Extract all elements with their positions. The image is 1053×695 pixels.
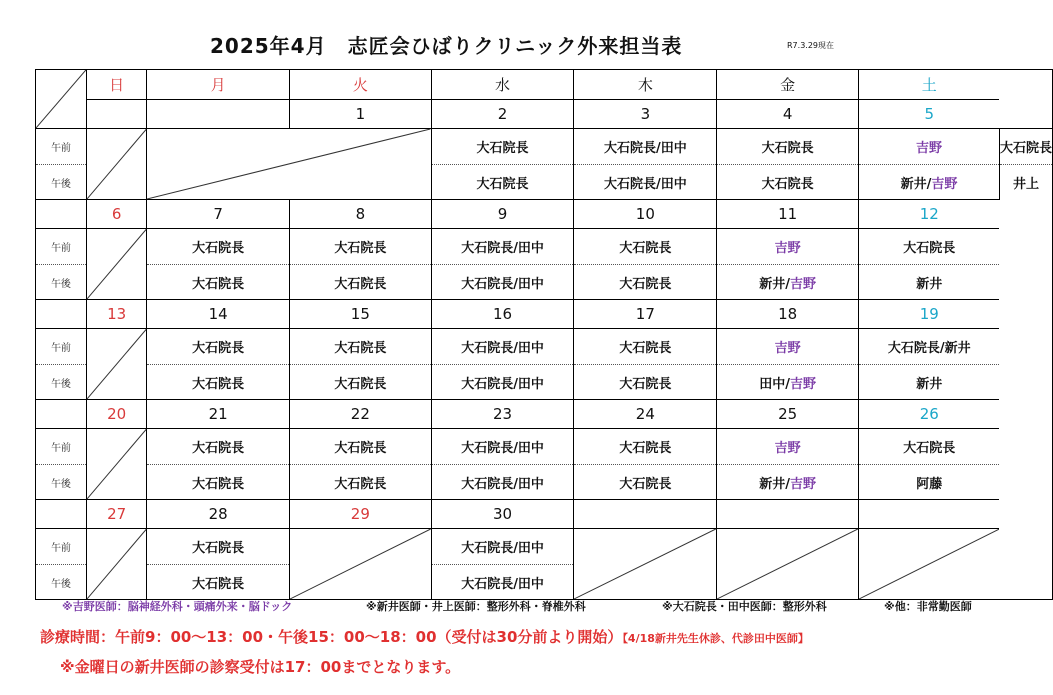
pm-doctor: 大石院長/田中 (574, 165, 717, 200)
doctor-part-yoshino: 吉野 (931, 176, 958, 192)
pm-doctor: 大石院長 (290, 265, 432, 300)
closed-sunday (86, 229, 146, 300)
pm-doctor (717, 365, 859, 400)
legend-oishi-tanaka: ※大石院長・田中医師：整形外科 (662, 600, 827, 613)
empty-day (574, 529, 717, 600)
doctor-part-yoshino: 吉野 (790, 476, 817, 492)
date-cell: 29 (290, 500, 432, 529)
pm-label: 午後 (36, 465, 87, 500)
diagonal-line (859, 529, 999, 599)
page-title: 2025年4月 志匠会ひばりクリニック外来担当表 (210, 34, 683, 58)
closed-sunday (86, 429, 146, 500)
date-cell: 8 (290, 200, 432, 229)
am-doctor: 大石院長 (717, 129, 859, 165)
week-label-cell (36, 500, 87, 529)
diagonal-line (574, 529, 716, 599)
legend-yoshino: ※吉野医師：脳神経外科・頭痛外来・脳ドック (62, 600, 293, 613)
clinic-hours (40, 626, 809, 647)
date-cell: 25 (717, 400, 859, 429)
pm-doctor: 新井 (859, 265, 1000, 300)
am-doctor: 大石院長 (431, 129, 574, 165)
week-label-cell (36, 200, 87, 229)
pm-doctor: 大石院長 (431, 165, 574, 200)
am-doctor: 大石院長 (147, 329, 290, 365)
am-doctor: 大石院長 (290, 429, 432, 465)
pm-doctor: 大石院長/田中 (431, 465, 574, 500)
date-cell: 15 (290, 300, 432, 329)
date-cell: 11 (717, 200, 859, 229)
date-cell: 7 (147, 200, 290, 229)
diagonal-line (87, 329, 146, 399)
date-cell: 30 (431, 500, 574, 529)
am-doctor: 大石院長 (147, 429, 290, 465)
am-label: 午前 (36, 129, 87, 165)
weekday-3: 水 (431, 70, 574, 100)
closed-sunday (86, 529, 146, 600)
pm-doctor: 大石院長 (574, 365, 717, 400)
pm-doctor: 大石院長/田中 (431, 265, 574, 300)
date-cell: 9 (431, 200, 574, 229)
date-cell: 5 (859, 100, 1000, 129)
pm-doctor: 大石院長 (147, 265, 290, 300)
am-doctor: 吉野 (859, 129, 1000, 165)
am-label: 午前 (36, 529, 87, 565)
date-cell (859, 500, 1000, 529)
corner-cell (36, 70, 87, 129)
am-doctor: 大石院長 (574, 329, 717, 365)
am-doctor: 大石院長/新井 (859, 329, 1000, 365)
closed-sunday (86, 129, 146, 200)
empty-day (717, 529, 859, 600)
date-cell: 6 (86, 200, 146, 229)
am-label: 午前 (36, 229, 87, 265)
doctor-part: 新井/ (759, 476, 791, 492)
am-doctor: 大石院長 (147, 229, 290, 265)
weekday-0: 日 (86, 70, 146, 100)
pm-doctor: 大石院長 (717, 165, 859, 200)
doctor-part-yoshino: 吉野 (790, 376, 817, 392)
pm-doctor (859, 165, 1000, 200)
weekday-1: 月 (147, 70, 290, 100)
legend-others: ※他：非常勤医師 (884, 600, 972, 613)
diagonal-line (147, 129, 430, 199)
am-doctor: 大石院長/田中 (574, 129, 717, 165)
am-doctor: 大石院長 (574, 229, 717, 265)
date-cell: 12 (859, 200, 1000, 229)
date-cell: 3 (574, 100, 717, 129)
pm-doctor: 井上 (999, 165, 1052, 200)
weekday-6: 土 (859, 70, 1000, 100)
weekday-5: 金 (717, 70, 859, 100)
am-label: 午前 (36, 329, 87, 365)
date-cell: 28 (147, 500, 290, 529)
pm-label: 午後 (36, 165, 87, 200)
am-doctor: 吉野 (717, 329, 859, 365)
as-of-date: R7.3.29現在 (787, 41, 835, 50)
diagonal-line (87, 529, 146, 599)
doctor-part: 新井/ (900, 176, 932, 192)
closed-sunday (86, 329, 146, 400)
weekday-2: 火 (290, 70, 432, 100)
empty-day (859, 529, 1000, 600)
pm-doctor: 大石院長 (290, 465, 432, 500)
am-doctor: 吉野 (717, 429, 859, 465)
pm-doctor (717, 465, 859, 500)
am-doctor: 大石院長 (290, 329, 432, 365)
am-doctor: 大石院長/田中 (431, 429, 574, 465)
pm-doctor: 阿藤 (859, 465, 1000, 500)
date-cell: 21 (147, 400, 290, 429)
pm-label: 午後 (36, 265, 87, 300)
date-cell: 19 (859, 300, 1000, 329)
date-cell (147, 100, 290, 129)
date-cell: 26 (859, 400, 1000, 429)
am-doctor: 大石院長/田中 (431, 329, 574, 365)
doctor-part: 新井/ (759, 276, 791, 292)
doctor-part-yoshino: 吉野 (790, 276, 817, 292)
weekday-4: 木 (574, 70, 717, 100)
week-label-cell (36, 400, 87, 429)
am-doctor: 吉野 (717, 229, 859, 265)
closed-mon-tue (147, 129, 431, 200)
date-cell (574, 500, 717, 529)
date-cell: 27 (86, 500, 146, 529)
date-cell: 16 (431, 300, 574, 329)
date-cell (86, 100, 146, 129)
pm-doctor (717, 265, 859, 300)
date-cell: 14 (147, 300, 290, 329)
legend-arai-inoue: ※新井医師・井上医師：整形外科・脊椎外科 (366, 600, 586, 613)
am-label: 午前 (36, 429, 87, 465)
diagonal-line (87, 429, 146, 499)
date-cell (717, 500, 859, 529)
am-doctor: 大石院長 (290, 229, 432, 265)
pm-label: 午後 (36, 365, 87, 400)
date-cell: 2 (431, 100, 574, 129)
week-label-cell (36, 300, 87, 329)
pm-label: 午後 (36, 565, 87, 600)
date-cell: 1 (290, 100, 432, 129)
diagonal-line (36, 70, 86, 128)
am-doctor: 大石院長/田中 (431, 229, 574, 265)
date-cell: 17 (574, 300, 717, 329)
am-doctor: 大石院長/田中 (431, 529, 574, 565)
date-cell: 13 (86, 300, 146, 329)
schedule-table (35, 69, 1053, 600)
date-cell: 4 (717, 100, 859, 129)
date-cell: 10 (574, 200, 717, 229)
am-doctor: 大石院長 (147, 529, 290, 565)
friday-note: ※金曜日の新井医師の診察受付は17：00までとなります。 (60, 658, 461, 676)
date-cell: 20 (86, 400, 146, 429)
date-cell: 24 (574, 400, 717, 429)
am-doctor: 大石院長 (859, 429, 1000, 465)
closed-tuesday (290, 529, 432, 600)
doctor-part: 田中/ (759, 376, 791, 392)
pm-doctor: 大石院長 (574, 265, 717, 300)
date-cell: 18 (717, 300, 859, 329)
hours-text: 診療時間：午前9：00～13：00・午後15：00～18：00（受付は30分前より開始） (40, 628, 623, 646)
pm-doctor: 大石院長/田中 (431, 565, 574, 600)
pm-doctor: 大石院長 (290, 365, 432, 400)
diagonal-line (87, 229, 146, 299)
pm-doctor: 大石院長 (147, 565, 290, 600)
diagonal-line (290, 529, 431, 599)
am-doctor: 大石院長 (859, 229, 1000, 265)
diagonal-line (717, 529, 858, 599)
pm-doctor: 大石院長 (147, 465, 290, 500)
am-doctor: 大石院長 (574, 429, 717, 465)
pm-doctor: 大石院長/田中 (431, 365, 574, 400)
pm-doctor: 新井 (859, 365, 1000, 400)
hours-note: 【4/18新井先生休診、代診田中医師】 (622, 632, 809, 645)
pm-doctor: 大石院長 (574, 465, 717, 500)
date-cell: 22 (290, 400, 432, 429)
date-cell: 23 (431, 400, 574, 429)
pm-doctor: 大石院長 (147, 365, 290, 400)
am-doctor: 大石院長 (999, 129, 1052, 165)
diagonal-line (87, 129, 146, 199)
